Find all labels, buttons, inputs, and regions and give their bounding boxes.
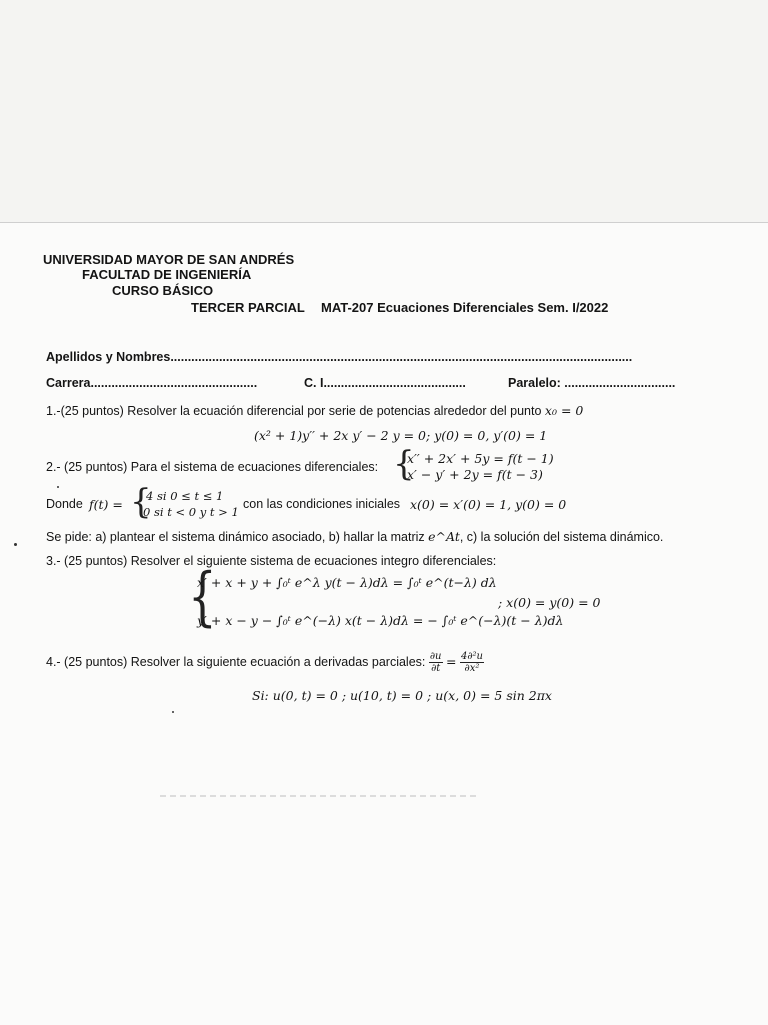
parallel-field: Paralelo: ................................ — [508, 376, 676, 390]
matrix-exponential: e^At — [428, 529, 460, 544]
course-name: CURSO BÁSICO — [112, 283, 214, 298]
scan-speck — [14, 543, 17, 546]
question-1-equation: (x² + 1)y′′ + 2x y′ − 2 y = 0; y(0) = 0, y′(0) = 1 — [254, 428, 548, 443]
question-1-text: 1.-(25 puntos) Resolver la ecuación diferencial por serie de potencias alrededor del punto x₀ = 0 — [46, 403, 584, 418]
piecewise-function-label: f(t) = — [89, 497, 123, 512]
scan-speck — [57, 486, 59, 488]
piecewise-case-1: 4 si 0 ≤ t ≤ 1 — [146, 489, 224, 503]
question-2-text: 2.- (25 puntos) Para el sistema de ecuaciones diferenciales: — [46, 460, 379, 474]
pde-conditions: Si: u(0, t) = 0 ; u(10, t) = 0 ; u(x, 0) = 5 sin 2πx — [252, 688, 552, 703]
piecewise-case-2: 0 si t < 0 y t > 1 — [143, 505, 239, 519]
conditions-text: con las condiciones iniciales — [243, 497, 401, 511]
donde-label: Donde — [46, 497, 83, 511]
pde-lhs-fraction: $\frac{\partial u}{\partial t}$ — [429, 651, 442, 674]
pde-rhs-fraction: $\frac{\text{4∂²u}}{\text{∂x²}}$ — [460, 651, 483, 674]
integral-equation-2: y′ + x − y − ∫₀ᵗ e^(−λ) x(t − λ)dλ = − ∫₀ᵗ e^(−λ)(t − λ)dλ — [197, 613, 564, 628]
scan-noise-line — [160, 795, 480, 797]
integral-initial-conditions: ; x(0) = y(0) = 0 — [498, 595, 601, 610]
scan-speck — [172, 711, 174, 713]
integral-equation-1: x′ + x + y + ∫₀ᵗ e^λ y(t − λ)dλ = ∫₀ᵗ e^(t−λ) dλ — [197, 575, 497, 590]
faculty-name: FACULTAD DE INGENIERÍA — [82, 267, 252, 282]
question-4-text: 4.- (25 puntos) Resolver la siguiente ecuación a derivadas parciales: $\frac{\partial u}{\partial t}$ = $\frac{\text{4∂²u}}{\text{∂x²}}$ — [46, 651, 483, 674]
exam-title: TERCER PARCIAL — [191, 300, 305, 315]
university-name: UNIVERSIDAD MAYOR DE SAN ANDRÉS — [43, 252, 295, 267]
question-2-request: Se pide: a) plantear el sistema dinámico asociado, b) hallar la matriz e^At, c) la solución del sistema dinámico. — [46, 529, 664, 544]
names-field: Apellidos y Nombres..................................................................................................................................... — [46, 350, 633, 364]
career-field: Carrera................................................ — [46, 376, 258, 390]
initial-conditions: x(0) = x′(0) = 1, y(0) = 0 — [410, 497, 567, 512]
system-equation-2: x′ − y′ + 2y = f(t − 3) — [407, 467, 543, 482]
piecewise-brace: { — [130, 482, 152, 522]
expansion-point: x₀ = 0 — [544, 403, 584, 418]
subject-title: MAT-207 Ecuaciones Diferenciales Sem. I/2022 — [321, 300, 609, 315]
question-3-text: 3.- (25 puntos) Resolver el siguiente sistema de ecuaciones integro diferenciales: — [46, 554, 497, 568]
system-brace: { — [393, 444, 415, 484]
system-equation-1: x′′ + 2x′ + 5y = f(t − 1) — [407, 451, 554, 466]
ci-field: C. I......................................... — [304, 376, 466, 390]
integral-system-brace: { — [188, 560, 217, 634]
